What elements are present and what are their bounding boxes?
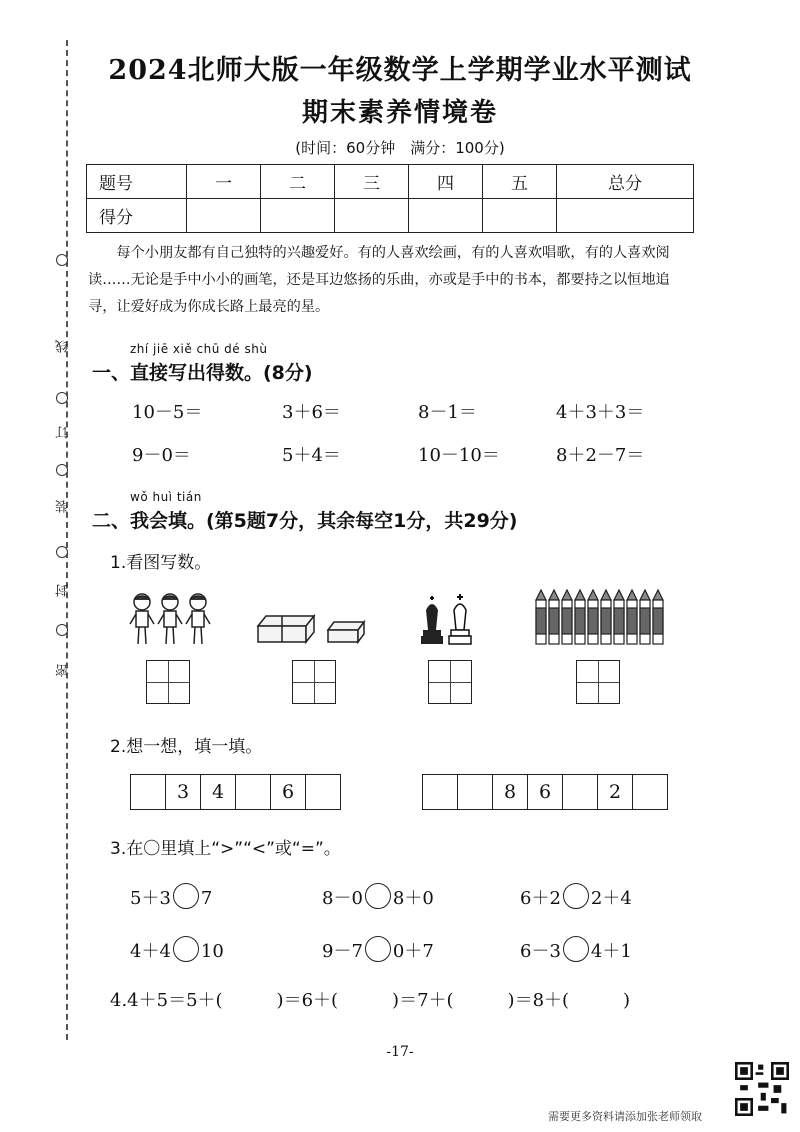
page-title: 2024北师大版一年级数学上学期学业水平测试 <box>108 55 692 86</box>
crayon-icon <box>653 590 663 644</box>
compare-left: 9－7 <box>322 941 363 962</box>
section2-pinyin: wǒ huì tián <box>130 490 202 504</box>
qr-code-icon <box>735 1062 789 1116</box>
binding-char-feng: 封 <box>56 584 71 597</box>
crayon-icon <box>614 590 624 644</box>
compare-left: 4＋4 <box>130 941 171 962</box>
answer-box-money[interactable] <box>292 660 336 704</box>
expression: 10－5＝ <box>132 402 203 423</box>
score-cell: 总分 <box>557 165 694 199</box>
score-cell: 题号 <box>87 165 187 199</box>
score-cell: 二 <box>261 165 335 199</box>
question-1-label: 1.看图写数。 <box>110 553 212 573</box>
strip-cell: 4 <box>201 775 236 809</box>
score-cell: 四 <box>409 165 483 199</box>
crayons-picture <box>534 588 668 648</box>
strip-cell[interactable] <box>423 775 458 809</box>
strip-cell: 6 <box>528 775 563 809</box>
strip-cell: 8 <box>493 775 528 809</box>
compare-circle[interactable] <box>365 936 391 962</box>
child-figure <box>130 594 154 644</box>
page-subtitle: 期末素养情境卷 <box>301 98 498 128</box>
score-input-cell[interactable] <box>187 199 261 233</box>
intro-paragraph: 每个小朋友都有自己独特的兴趣爱好。有的人喜欢绘画，有的人喜欢唱歌，有的人喜欢阅读……无论是手中小小的画笔，还是耳边悠扬的乐曲，亦或是手中的书本，都要持之以恒地追寻，让爱好成为你成长路上最亮的星。 <box>88 245 670 315</box>
binding-char-xian: 线 <box>56 340 71 353</box>
crayon-icon <box>601 590 611 644</box>
strip-cell[interactable] <box>563 775 598 809</box>
compare-left: 6－3 <box>520 941 561 962</box>
compare-item <box>130 936 224 963</box>
compare-circle[interactable] <box>563 883 589 909</box>
binding-hole <box>56 254 68 266</box>
section2-title: 二、我会填。(第5题7分，其余每空1分，共29分) <box>92 510 518 532</box>
score-cell: 得分 <box>87 199 187 233</box>
score-input-cell[interactable] <box>261 199 335 233</box>
expression: 8－1＝ <box>418 402 477 423</box>
answer-box-children[interactable] <box>146 660 190 704</box>
expression: 5＋4＝ <box>282 445 341 466</box>
compare-circle[interactable] <box>365 883 391 909</box>
compare-right: 4＋1 <box>590 941 632 962</box>
strip-cell: 2 <box>598 775 633 809</box>
score-cell: 三 <box>335 165 409 199</box>
binding-hole <box>56 546 68 558</box>
binding-char-mi: 密 <box>56 664 71 677</box>
score-table <box>86 164 694 233</box>
black-king-icon <box>421 596 443 644</box>
compare-circle[interactable] <box>173 936 199 962</box>
chess-pieces-picture <box>420 592 476 650</box>
compare-item <box>520 883 632 910</box>
score-input-cell[interactable] <box>557 199 694 233</box>
compare-left: 6＋2 <box>520 888 561 909</box>
binding-hole <box>56 392 68 404</box>
expression: 3＋6＝ <box>282 402 341 423</box>
binding-char-ding: 订 <box>56 426 71 439</box>
expression: 10－10＝ <box>418 445 500 466</box>
child-figure <box>186 594 210 644</box>
strip-cell[interactable] <box>458 775 493 809</box>
binding-line <box>66 40 68 1040</box>
strip-cell[interactable] <box>633 775 667 809</box>
score-table-score-row <box>87 199 694 233</box>
expression: 4＋3＋3＝ <box>556 402 645 423</box>
section1-pinyin: zhí jiē xiě chū dé shù <box>130 342 268 356</box>
crayon-icon <box>627 590 637 644</box>
strip-cell[interactable] <box>306 775 340 809</box>
binding-char-zhuang: 装 <box>56 500 71 513</box>
compare-item <box>322 883 434 910</box>
binding-hole <box>56 624 68 636</box>
strip-cell: 6 <box>271 775 306 809</box>
score-table-header-row <box>87 165 694 199</box>
score-cell: 一 <box>187 165 261 199</box>
compare-item <box>520 936 632 963</box>
crayon-icon <box>640 590 650 644</box>
compare-right: 10 <box>200 941 224 962</box>
crayon-icon <box>575 590 585 644</box>
compare-circle[interactable] <box>173 883 199 909</box>
answer-box-chess[interactable] <box>428 660 472 704</box>
expression: 9－0＝ <box>132 445 191 466</box>
crayon-icon <box>536 590 546 644</box>
compare-right: 2＋4 <box>590 888 632 909</box>
crayon-icon <box>549 590 559 644</box>
binding-hole <box>56 464 68 476</box>
time-info: (时间：60分钟 满分：100分) <box>295 139 505 157</box>
compare-circle[interactable] <box>563 936 589 962</box>
answer-box-crayons[interactable] <box>576 660 620 704</box>
number-strip-2 <box>422 774 668 810</box>
compare-left: 8－0 <box>322 888 363 909</box>
question-3-label: 3.在〇里填上“>”“<”或“=”。 <box>110 839 341 859</box>
expression: 8＋2－7＝ <box>556 445 645 466</box>
qr-note: 需要更多资料请添加张老师领取 <box>548 1110 702 1123</box>
compare-item <box>322 936 434 963</box>
section1-title: 一、直接写出得数。(8分) <box>92 362 313 384</box>
strip-cell[interactable] <box>236 775 271 809</box>
crayon-icon <box>562 590 572 644</box>
children-picture <box>128 590 214 648</box>
crayon-icon <box>588 590 598 644</box>
compare-right: 0＋7 <box>392 941 434 962</box>
score-input-cell[interactable] <box>483 199 557 233</box>
question-2-label: 2.想一想，填一填。 <box>110 737 263 757</box>
strip-cell: 3 <box>166 775 201 809</box>
compare-item <box>130 883 212 910</box>
strip-cell[interactable] <box>131 775 166 809</box>
compare-right: 8＋0 <box>392 888 434 909</box>
money-bundles-picture <box>256 608 368 648</box>
compare-right: 7 <box>200 888 213 909</box>
score-input-cell[interactable] <box>409 199 483 233</box>
number-strip-1 <box>130 774 341 810</box>
white-king-icon <box>449 594 471 644</box>
page-number: -17- <box>386 1044 414 1060</box>
question-4-equation: 4.4＋5＝5＋( )＝6＋( )＝7＋( )＝8＋( ) <box>110 990 631 1011</box>
child-figure <box>158 594 182 644</box>
compare-left: 5＋3 <box>130 888 171 909</box>
score-input-cell[interactable] <box>335 199 409 233</box>
score-cell: 五 <box>483 165 557 199</box>
